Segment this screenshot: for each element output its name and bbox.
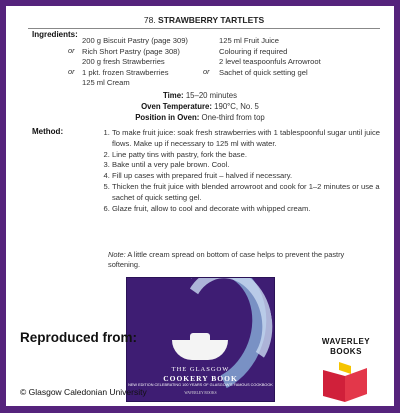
- ingredient-item: Colouring if required: [219, 46, 288, 56]
- publisher-name: WAVERLEY BOOKS: [321, 337, 371, 356]
- book-title-line: THE GLASGOW: [171, 366, 230, 373]
- book-subtitle: NEW EDITION CELEBRATING 100 YEARS OF GLASGOW'S FAMOUS COOKBOOK: [128, 383, 273, 387]
- ingredient-item: Rich Short Pastry (page 308): [82, 46, 180, 56]
- recipe-number: 78.: [143, 15, 156, 25]
- note-text: A little cream spread on bottom of case helps to prevent the pastry softening.: [108, 250, 345, 269]
- ingredient-item: Sachet of quick setting gel: [219, 67, 308, 77]
- book-title-line: COOKERY BOOK: [163, 374, 238, 383]
- ingredient-item: 125 ml Cream: [82, 78, 130, 87]
- note-label: Note:: [108, 250, 126, 259]
- or-label-1: or: [68, 46, 75, 55]
- ingredient-item: 125 ml Fruit Juice: [219, 36, 279, 45]
- method-step: 3. Bake until a very pale brown. Cool.: [112, 160, 387, 171]
- or-label-2: or: [68, 67, 75, 76]
- ingredients-label: Ingredients:: [32, 30, 78, 39]
- position-label: Position in Oven:: [135, 113, 200, 122]
- method-step: 1. To make fruit juice: soak fresh strawberries with 1 tablespoonful sugar until juice flows. Make up if necessary to 125 ml with water.: [112, 128, 387, 150]
- method-step: 2. Line patty tins with pastry, fork the base.: [112, 150, 387, 161]
- method-label: Method:: [32, 127, 64, 136]
- book-cover-image: [126, 277, 275, 402]
- method-step: 5. Thicken the fruit juice with blended arrowroot and cook for 1–2 minutes or use a sachet of quick setting gel.: [112, 182, 387, 204]
- or-label-3: or: [203, 67, 210, 76]
- time-value: 15–20 minutes: [185, 91, 237, 100]
- book-publisher: WAVERLEY BOOKS: [184, 391, 217, 395]
- position-value: One-third from top: [201, 113, 265, 122]
- ingredient-item: 200 g Biscuit Pastry (page 309): [82, 36, 188, 45]
- recipe-name: STRAWBERRY TARTLETS: [158, 15, 265, 25]
- recipe-note: [108, 250, 368, 270]
- recipe-card: [6, 6, 394, 406]
- time-line: [6, 90, 394, 101]
- time-label: Time:: [163, 91, 184, 100]
- method-list: [102, 128, 387, 214]
- waverley-books-logo-icon: [321, 362, 371, 402]
- position-line: [6, 112, 394, 123]
- reproduced-from-label: Reproduced from:: [20, 330, 138, 345]
- oven-temperature-value: 190°C, No. 5: [214, 102, 259, 111]
- oven-temperature-label: Oven Temperature:: [141, 102, 212, 111]
- method-step: 6. Glaze fruit, allow to cool and decorate with whipped cream.: [112, 204, 387, 215]
- recipe-title: [28, 13, 380, 29]
- ingredient-item: 1 pkt. frozen Strawberries: [82, 67, 169, 77]
- oven-temperature-line: [6, 101, 394, 112]
- ingredient-item: 200 g fresh Strawberries: [82, 57, 165, 66]
- copyright-text: © Glasgow Caledonian University: [20, 387, 147, 397]
- ingredient-item: 2 level teaspoonfuls Arrowroot: [219, 57, 321, 66]
- method-step: 4. Fill up cases with prepared fruit – halved if necessary.: [112, 171, 387, 182]
